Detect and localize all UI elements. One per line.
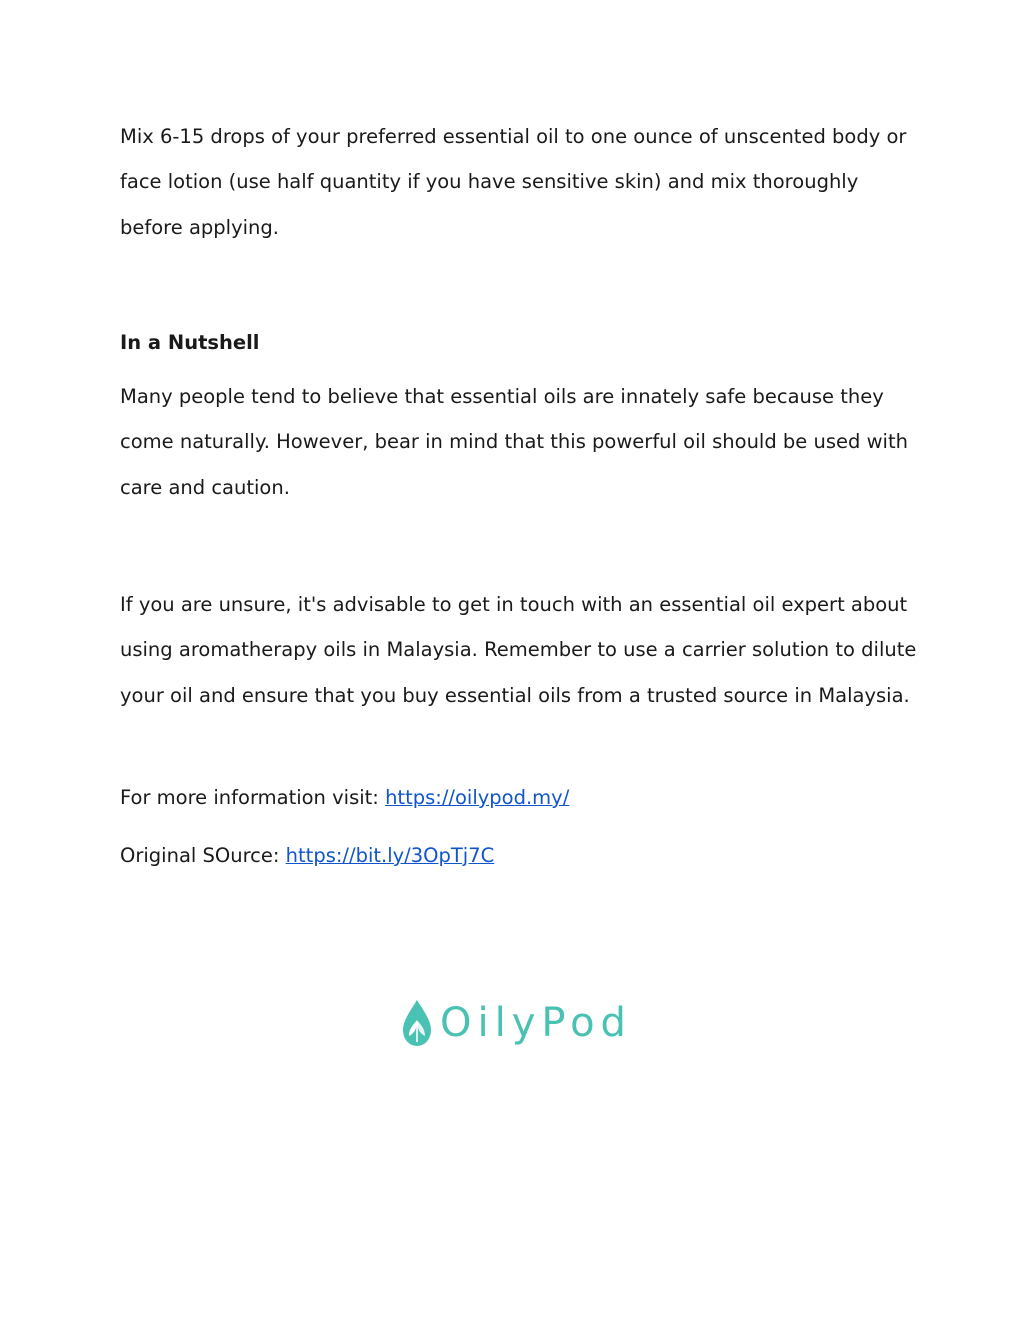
original-source-line <box>120 841 920 871</box>
paragraph-lotion-mix: Mix 6-15 drops of your preferred essential oil to one ounce of unscented body or face lotion (use half quantity if you have sensitive skin) and mix thoroughly before applying. <box>120 125 907 239</box>
section-heading-nutshell: In a Nutshell <box>120 331 260 354</box>
more-info-label: For more information visit: <box>120 786 386 809</box>
oilypod-link[interactable]: https://oilypod.my/ <box>385 786 570 809</box>
oil-drop-leaf-icon <box>400 998 434 1048</box>
original-source-label: Original SOurce: <box>120 844 286 867</box>
more-info-line <box>120 783 920 813</box>
paragraph-safety: Many people tend to believe that essential oils are innately safe because they come naturally. However, bear in mind that this powerful oil should be used with care and caution. <box>120 385 908 499</box>
paragraph-advice: If you are unsure, it's advisable to get in touch with an essential oil expert about using aromatherapy oils in Malaysia. Remember to use a carrier solution to dilute your oil and ensure that you buy essential oils from a trusted source in Malaysia. <box>120 593 917 707</box>
oilypod-logo <box>400 996 632 1050</box>
logo-wordmark: OilyPod <box>440 1000 632 1046</box>
original-source-link[interactable]: https://bit.ly/3OpTj7C <box>285 844 495 867</box>
